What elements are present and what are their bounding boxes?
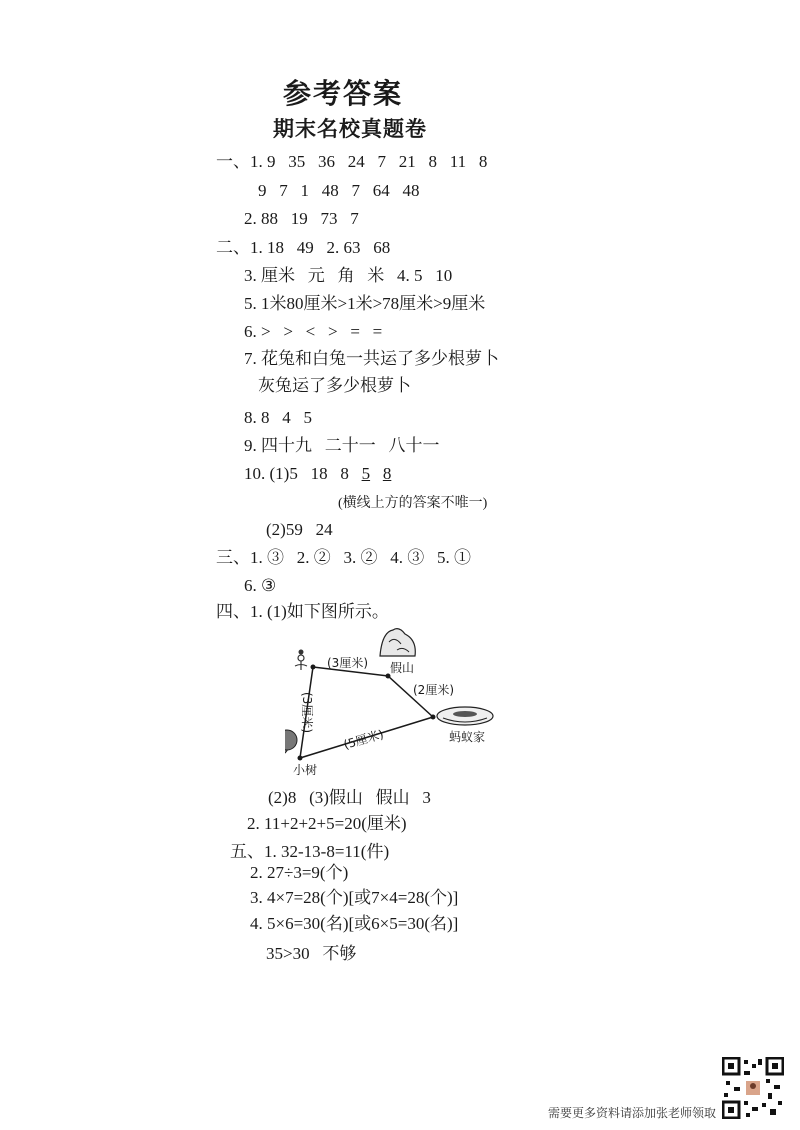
flower-icon — [295, 650, 307, 671]
page-title: 参考答案 — [283, 79, 404, 110]
answer-s4-1: 四、1. (1)如下图所示。 — [216, 602, 389, 621]
qr-code-icon — [722, 1057, 784, 1119]
answer-s5-3: 3. 4×7=28(个)[或7×4=28(个)] — [250, 888, 459, 907]
answer-s4-2: 2. 11+2+2+5=20(厘米) — [247, 814, 407, 833]
answer-s2-8: 8. 8 4 5 — [244, 408, 312, 427]
footer-note: 需要更多资料请添加张老师领取 — [548, 1106, 717, 1120]
place-label-ant-home: 蚂蚁家 — [449, 730, 486, 744]
answer-s5-1: 五、1. 32-13-8=11(件) — [230, 842, 390, 861]
answer-s2-1: 二、1. 18 49 2. 63 68 — [216, 238, 391, 257]
edge-label-bottom: (5厘米) — [341, 727, 386, 752]
answer-s2-7b: 灰兔运了多少根萝卜 — [258, 376, 411, 395]
answer-s3-1: 三、1. ③ 2. ② 3. ② 4. ③ 5. ① — [216, 548, 471, 567]
answer-s5-4: 4. 5×6=30(名)[或6×5=30(名)] — [250, 914, 459, 933]
answer-s2-5: 5. 1米80厘米>1米>78厘米>9厘米 — [244, 294, 486, 313]
answer-s1-1a: 一、1. 9 35 36 24 7 21 8 11 8 — [216, 152, 488, 171]
place-label-tree: 小树 — [293, 763, 318, 777]
answer-s2-10b: (2)59 24 — [266, 520, 333, 539]
rockery-icon — [380, 629, 415, 656]
answer-s2-6: 6. > > < > = = — [244, 322, 383, 341]
answer-s2-3: 3. 厘米 元 角 米 4. 5 10 — [244, 266, 453, 285]
answer-s5-2: 2. 27÷3=9(个) — [250, 863, 349, 882]
underlined-answer-2: 8 — [382, 464, 392, 483]
answer-s2-9: 9. 四十九 二十一 八十一 — [244, 436, 440, 455]
edge-label-top: (3厘米) — [327, 656, 368, 670]
edge-label-right: (2厘米) — [413, 683, 454, 697]
page-subtitle: 期末名校真题卷 — [273, 117, 427, 141]
answer-s2-10a — [244, 464, 391, 484]
underlined-answer-1: 5 — [361, 464, 371, 483]
answer-s1-1b: 9 7 1 48 7 64 48 — [258, 181, 420, 200]
answer-s3-6: 6. ③ — [244, 576, 277, 595]
answer-s2-7a: 7. 花兔和白兔一共运了多少根萝卜 — [244, 349, 499, 368]
edge-label-left: (3厘米) — [300, 692, 314, 733]
place-label-rockery: 假山 — [390, 661, 415, 675]
answer-s2-10a-text: 10. (1)5 18 8 — [244, 464, 349, 483]
ant-home-icon — [437, 707, 493, 725]
answer-s5-4b: 35>30 不够 — [266, 944, 357, 963]
answer-s2-10-note: (横线上方的答案不唯一) — [338, 496, 488, 511]
answer-s4-1b: (2)8 (3)假山 假山 3 — [268, 788, 431, 807]
route-diagram — [285, 622, 510, 787]
answer-s1-2: 2. 88 19 73 7 — [244, 209, 359, 228]
